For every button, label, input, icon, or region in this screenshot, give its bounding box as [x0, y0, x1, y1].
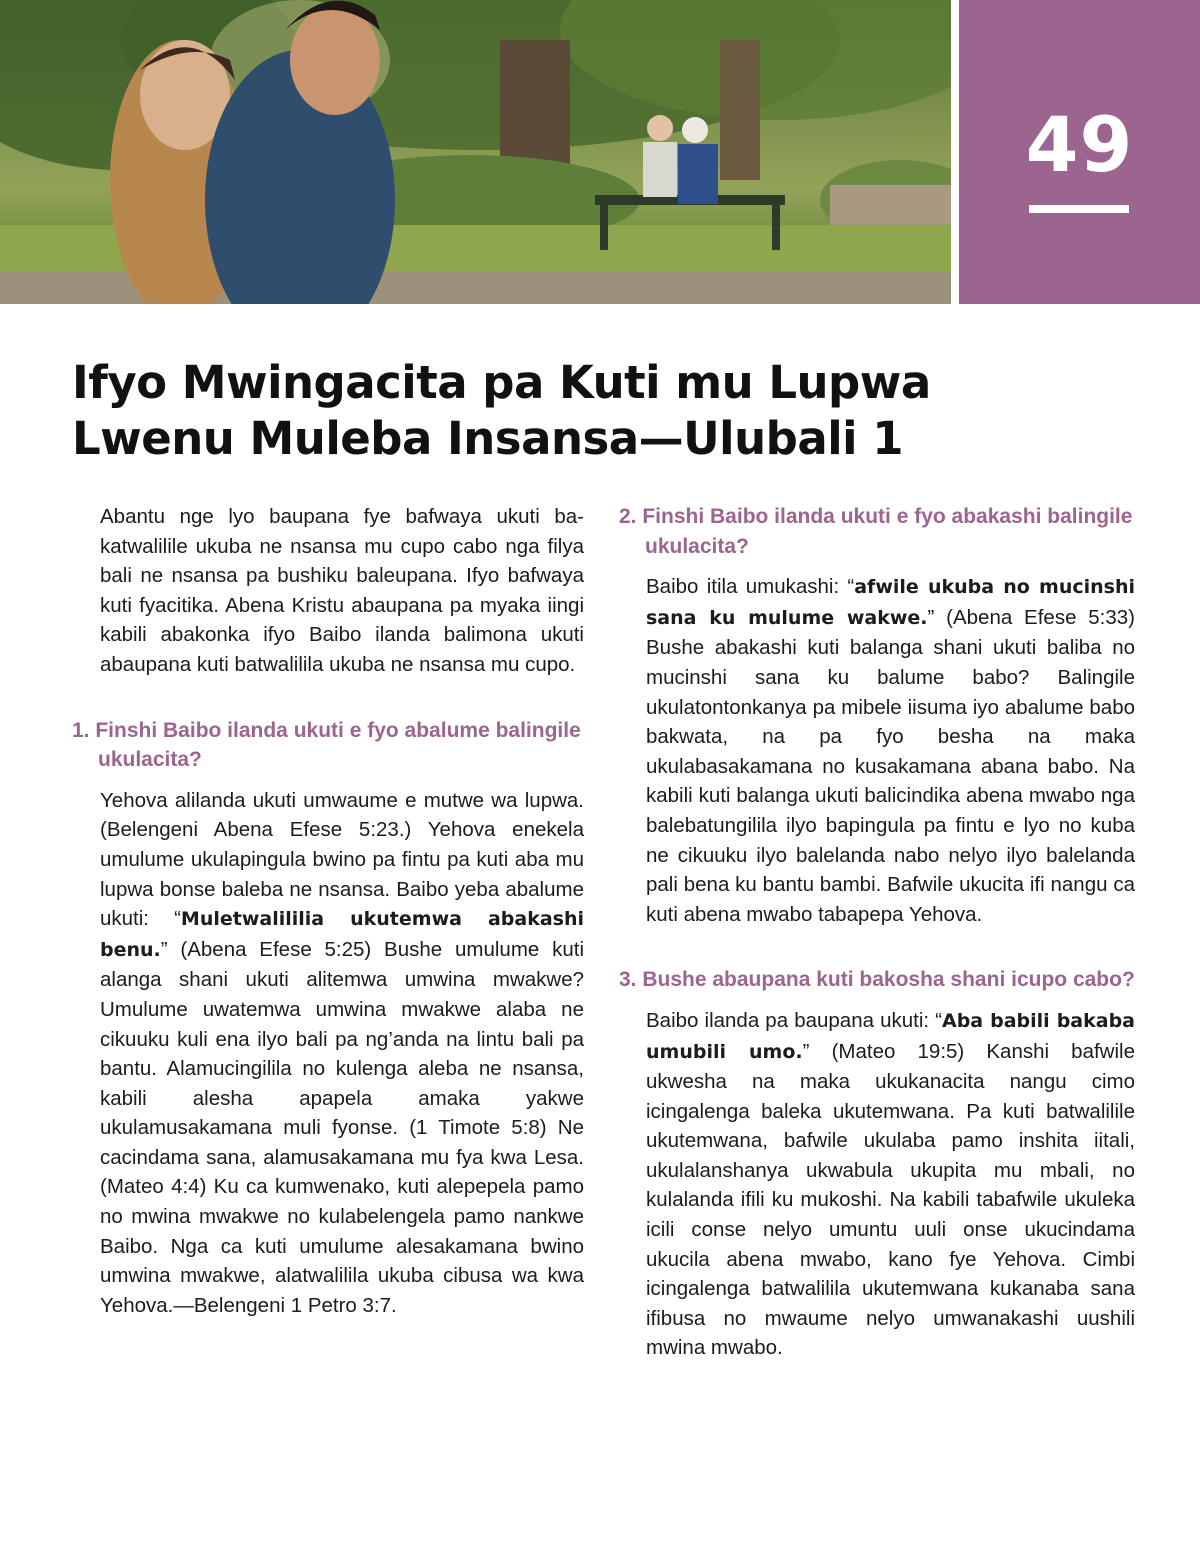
header-photo	[0, 0, 951, 304]
answer-3-text-a: Baibo ilanda pa baupana ukuti: “	[646, 1008, 942, 1032]
left-column	[72, 502, 584, 1320]
park-scene-illustration	[0, 0, 951, 304]
title-line-2: Lwenu Muleba Insansa—Ulubali 1	[72, 412, 904, 465]
title-line-1: Ifyo Mwingacita pa Kuti mu Lupwa	[72, 356, 931, 409]
question-3: 3. Bushe abaupana kuti bakosha shani icupo cabo?	[619, 968, 1135, 992]
answer-2-text-a: Baibo itila umukashi: “	[646, 575, 855, 599]
chapter-badge	[959, 0, 1200, 304]
answer-2-scripture-quote: afwile ukuba no mucinshi sana ku mulume wakwe.	[646, 576, 1135, 629]
intro-paragraph: Abantu nge lyo baupana fye bafwaya ukuti bakatwalilile ukuba ne nsansa mu cupo cabo nga filya bali ne nsansa pa bushiku baleupana. Ifyo bafwaya kuti fyacitika. Abena Kristu abaupana pa myaka iingi kabili abakonka ifyo Baibo ilanda balimona ukuti abaupana kuti batwalilila ukuba ne nsansa mu cupo.	[100, 505, 584, 676]
answer-1	[100, 786, 584, 1321]
question-1: 1. Finshi Baibo ilanda ukuti e fyo abalume balingile ukulacita?	[72, 718, 581, 772]
question-2: 2. Finshi Baibo ilanda ukuti e fyo abakashi balingile ukulacita?	[619, 505, 1133, 558]
answer-1-text-b: ” (Abena Efese 5:25) Bushe umulume kuti alanga shani ukuti alitemwa umwina mwakwe? Umulume uwatemwa umwina mwakwe alaba ne cikuuku kuli ena ilyo bali pa ng’anda na lintu bali pa bantu. Alamucingilila no kulenga aleba ne nsansa, kabili alesha apapela amaka yakwe ukulamusakamana muli fyonse. (1 Timote 5:8) Ne cacindama sana, alamusakamana mu fya kwa Lesa. (Mateo 4:4) Ku ca kumwenako, kuti alepepela pamo no mwina mwakwe no kulabelengela pamo nankwe Baibo. Nga ca kuti umulume alesakamana bwino umwina mwakwe, alatwalilila ukuba cibusa wa kwa Yehova.—Belengeni 1 Petro 3:7.	[100, 937, 584, 1317]
answer-1-scripture-quote: Muletwalililia ukutemwa abakashi benu.	[100, 908, 584, 961]
answer-2-text-b: ” (Abena Efese 5:33) Bushe abakashi kuti balanga shani ukuti baliba no mucinshi sana ku balume babo? Balingile ukulatontonkanya pa mibele iisuma iyo abalume babo bakwata, na pa fyo besha na maka ukulabasakamana no kusakamana abana babo. Na kabili kuti balanga ukuti balicindika abena mwabo nga balebatungilila ilyo bapingula pa fintu e lyo no kuba ne cikuuku ilyo balelanda nabo nelyo ilyo balelanda pali bena ku bantu bambi. Bafwile ukucita ifi nangu ca kuti abena mwabo tabapepa Yehova.	[646, 605, 1135, 926]
answer-1-text-a: Yehova alilanda ukuti umwaume e mutwe wa lupwa. (Belengeni Abena Efese 5:23.) Yehova enekela umulume ukulapingula bwino pa fintu pa kuti aba mu lupwa bonse baleba ne nsansa. Baibo yeba abalume ukuti: “	[100, 788, 584, 931]
answer-3-text-b: ” (Mateo 19:5) Kanshi bafwile ukwesha na maka ukukanacita nangu cimo icingalenga baleka ukutemwana. Pa kuti batwalilile ukutemwana, bafwile ukulaba pamo inshita iitali, ukulalanshanya ukwabula ukupita mu mbali, no kulalanda ifili ku mukoshi. Na kabili tabafwile ukuleka icili conse nelyo umuntu uuli onse ukucindama ukucila abena mwabo, kano fye Yehova. Cimbi icingalenga batwalilila ukutemwana kukanaba sana ifibusa no mwaume nelyo umwanakashi uushili mwina mwabo.	[646, 1039, 1135, 1360]
answer-3-scripture-quote: Aba babili bakaba umubili umo.	[646, 1009, 1135, 1063]
answer-3	[646, 1006, 1135, 1363]
chapter-number: 49	[1025, 100, 1134, 189]
answer-2	[646, 572, 1135, 929]
page-title	[72, 355, 1132, 467]
chapter-header	[0, 0, 1200, 304]
chapter-underline	[1029, 205, 1129, 213]
right-column	[619, 502, 1135, 1363]
